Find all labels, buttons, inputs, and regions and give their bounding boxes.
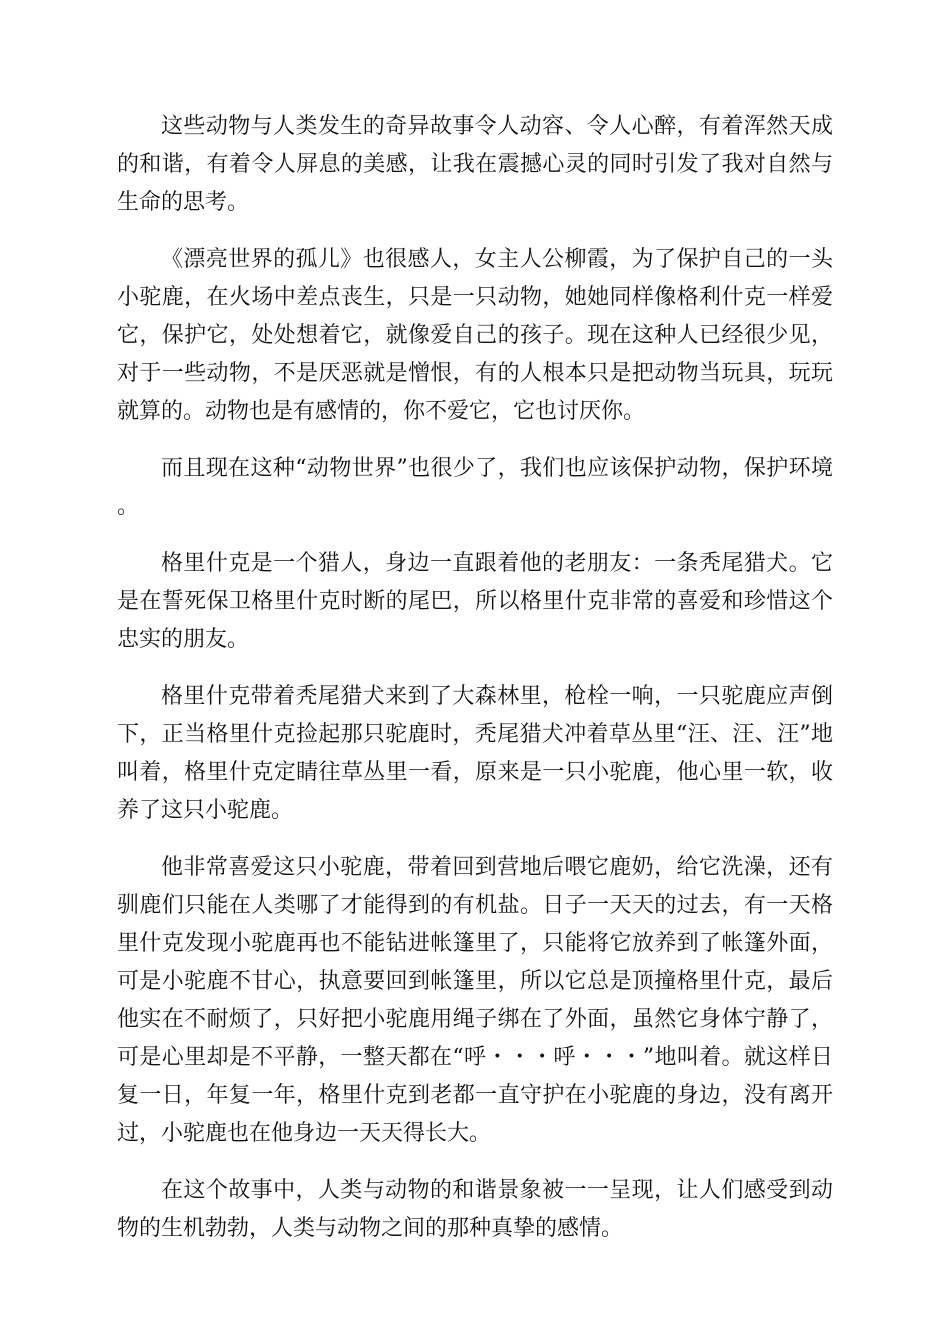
document-page xyxy=(117,108,833,1267)
paragraph-7: 在这个故事中，人类与动物的和谐景象被一一呈现，让人们感受到动物的生机勃勃，人类与动物之间的那种真挚的感情。 xyxy=(117,1178,833,1241)
paragraph-2: 《漂亮世界的孤儿》也很感人，女主人公柳霞，为了保护自己的一头小驼鹿，在火场中差点丧生，只是一只动物，她她同样像格利什克一样爱它，保护它，处处想着它，就像爱自己的孩子。现在这种人已经很少见，对于一些动物，不是厌恶就是憎恨，有的人根本只是把动物当玩具，玩玩就算的。动物也是有感情的，你不爱它，它也讨厌你。 xyxy=(117,247,833,424)
paragraph-5: 格里什克带着秃尾猎犬来到了大森林里，枪栓一响，一只驼鹿应声倒下，正当格里什克捡起那只驼鹿时，秃尾猎犬冲着草丛里“汪、汪、汪”地叫着，格里什克定睛往草丛里一看，原来是一只小驼鹿，他心里一软，收养了这只小驼鹿。 xyxy=(117,684,833,823)
paragraph-6: 他非常喜爱这只小驼鹿，带着回到营地后喂它鹿奶，给它洗澡，还有驯鹿们只能在人类哪了才能得到的有机盐。日子一天天的过去，有一天格里什克发现小驼鹿再也不能钻进帐篷里了，只能将它放养到了帐篷外面，可是小驼鹿不甘心，执意要回到帐篷里，所以它总是顶撞格里什克，最后他实在不耐烦了，只好把小驼鹿用绳子绑在了外面，虽然它身体宁静了，可是心里却是不平静，一整天都在“呼・・・呼・・・”地叫着。就这样日复一日，年复一年，格里什克到老都一直守护在小驼鹿的身边，没有离开过，小驼鹿也在他身边一天天得长大。 xyxy=(117,855,833,1146)
paragraph-1: 这些动物与人类发生的奇异故事令人动容、令人心醉，有着浑然天成的和谐，有着令人屏息的美感，让我在震撼心灵的同时引发了我对自然与生命的思考。 xyxy=(117,114,833,215)
paragraph-3: 而且现在这种“动物世界”也很少了，我们也应该保护动物，保护环境。 xyxy=(117,456,833,519)
paragraph-4: 格里什克是一个猎人，身边一直跟着他的老朋友：一条秃尾猎犬。它是在誓死保卫格里什克时断的尾巴，所以格里什克非常的喜爱和珍惜这个忠实的朋友。 xyxy=(117,551,833,652)
